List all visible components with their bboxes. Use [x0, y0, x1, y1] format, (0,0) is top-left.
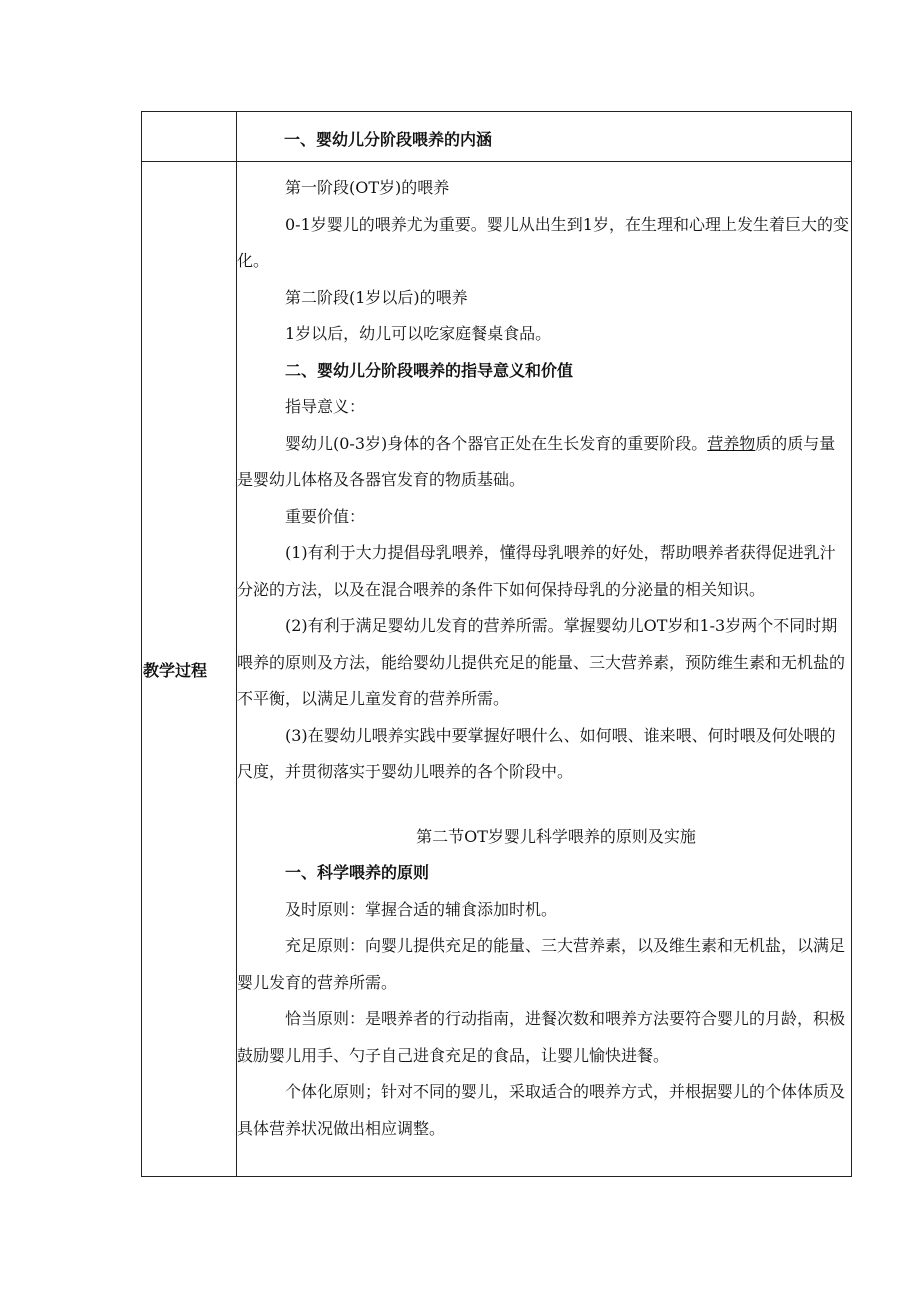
row-label: 教学过程 [143, 661, 208, 680]
stage2-text: 1岁以后，幼儿可以吃家庭餐桌食品。 [285, 324, 552, 343]
principle-individual: 个体化原则；针对不同的婴儿，采取适合的喂养方式，并根据婴儿的个体体质及具体营养状况做出相应调整。 [237, 1082, 846, 1138]
stage2-title: 第二阶段(1岁以后)的喂养 [285, 287, 468, 307]
principle-sufficient: 充足原则：向婴儿提供充足的能量、三大营养素，以及维生素和无机盐，以满足婴儿发育的营养所需。 [237, 936, 846, 992]
lesson-content [237, 170, 849, 1147]
guide-text-pre: 婴幼儿(0-3岁)身体的各个器官正处在生长发育的重要阶段。 [285, 433, 708, 453]
section-header: 一、婴幼儿分阶段喂养的内涵 [284, 130, 493, 149]
value-item-3: (3)在婴幼儿喂养实践中要掌握好喂什么、如何喂、谁来喂、何时喂及何处喂的尺度，并贯彻落实于婴幼儿喂养的各个阶段中。 [237, 725, 836, 781]
spacer [237, 791, 849, 819]
principle-timely: 及时原则：掌握合适的辅食添加时机。 [285, 899, 558, 919]
value-item-2: (2)有利于满足婴幼儿发育的营养所需。掌握婴幼儿OT岁和1-3岁两个不同时期喂养的原则及方法，能给婴幼儿提供充足的能量、三大营养素，预防维生素和无机盐的不平衡，以满足儿童发育的营养所需。 [237, 616, 846, 708]
guide-text-underlined: 营养物 [707, 433, 756, 453]
principles-heading: 一、科学喂养的原则 [285, 863, 430, 882]
stage1-text: 0-1岁婴儿的喂养尤为重要。婴儿从出生到1岁，在生理和心理上发生着巨大的变化。 [237, 214, 849, 270]
principle-appropriate: 恰当原则：是喂养者的行动指南，进餐次数和喂养方法要符合婴儿的月龄，积极鼓励婴儿用手、勺子自己进食充足的食品，让婴儿愉快进餐。 [237, 1009, 846, 1065]
section2-heading: 二、婴幼儿分阶段喂养的指导意义和价值 [285, 360, 574, 380]
guide-text [237, 426, 849, 499]
value-item-1: (1)有利于大力提倡母乳喂养，懂得母乳喂养的好处，帮助喂养者获得促进乳汁分泌的方法，以及在混合喂养的条件下如何保持母乳的分泌量的相关知识。 [237, 543, 836, 599]
guide-text-post: 质的质与量是婴幼儿体格及各器官发育的物质基础。 [237, 433, 836, 489]
value-label: 重要价值： [285, 506, 366, 526]
section-title: 第二节OT岁婴儿科学喂养的原则及实施 [416, 826, 696, 846]
stage1-title: 第一阶段(OT岁)的喂养 [285, 178, 450, 197]
table-row-divider [141, 161, 852, 162]
guide-label: 指导意义： [285, 397, 366, 416]
